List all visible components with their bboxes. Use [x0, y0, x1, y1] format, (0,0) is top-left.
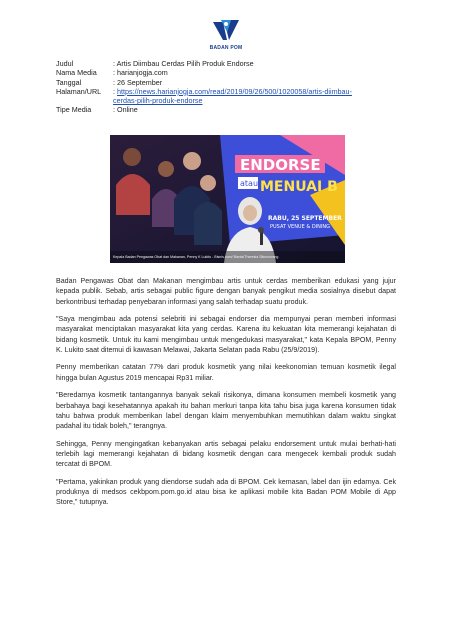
- photo-caption: Kepala Badan Pengawas Obat dan Makanan, Penny K Lukito - Bisnis.com/ Bisnis/Theresia Sikumorang: [113, 255, 279, 259]
- meta-row-media: [56, 68, 396, 77]
- meta-row-url: [56, 87, 396, 106]
- banner-text-atau: atau: [240, 179, 259, 188]
- meta-key: Nama Media: [56, 68, 97, 78]
- banner-text-venue: PUSAT VENUE & DINING: [270, 224, 330, 230]
- paragraph: Sehingga, Penny mengingatkan kebanyakan artis sebagai pelaku endorsement untuk mulai berhati-hati terlebih lagi memerangi kejahatan di bidang kosmetik dengan cara mengecek kembali produk sudah tercatat di BPOM.: [56, 439, 396, 469]
- meta-row-date: [56, 78, 396, 87]
- article-metadata: [56, 59, 396, 115]
- event-photo-illustration: [110, 135, 345, 263]
- meta-key: Halaman/URL: [56, 86, 102, 96]
- paragraph: "Beredarnya kosmetik tantangannya banyak sekali risikonya, dimana konsumen membeli kosmetik yang berbahaya bagi kesehatannya apakah itu bahan merkuri tanpa kita tahu bisa juga karena konsumen tidak tahu bahwa produk memberikan label dengan klaim menyembuhkan memutihkan dalam waktu singkat padahal itu tidak boleh," terangnya.: [56, 391, 396, 431]
- article-body: [56, 276, 396, 515]
- meta-key: Tipe Media: [56, 105, 92, 115]
- paragraph: Penny memberikan catatan 77% dari produk kosmetik yang nilai keekonomian temuan kosmetik ilegal hingga bulan Agustus 2019 mencapai Rp31 miliar.: [56, 363, 396, 382]
- logo-text: BADAN POM: [209, 45, 243, 51]
- paragraph: Badan Pengawas Obat dan Makanan mengimbau artis untuk cerdas memberikan edukasi yang jujur kepada publik. Sebab, artis sebagai public figure dengan banyak pengikut media sosialnya disebut dapat berkontribusi terhadap penyebaran informasi yang salah terhadap suatu produk.: [56, 277, 396, 306]
- meta-url-prefix: :: [113, 86, 117, 96]
- meta-value: : harianjogja.com: [113, 68, 168, 78]
- meta-value: : Artis Diimbau Cerdas Pilih Produk Endorse: [113, 59, 254, 68]
- badan-pom-emblem-icon: [211, 18, 241, 44]
- banner-text-menuai: MENUAI B: [260, 179, 338, 195]
- badan-pom-logo: [201, 18, 251, 58]
- meta-row-title: [56, 59, 396, 68]
- paragraph: "Saya mengimbau ada potensi selebriti ini sebagai endorser dia mempunyai peran memberi informasi masyarakat menciptakan masyarakat kita yang cerdas. Karena itu kekuatan kita memerangi kejahatan di bidang kosmetik. Untuk itu kami mengimbau untuk mengedukasi masyarakat," kata Kepala BPOM, Penny K. Lukito saat ditemui di kawasan Melawai, Jakarta Selatan pada Rabu (25/9/2019).: [56, 315, 396, 354]
- article-photo: [110, 135, 345, 263]
- paragraph: "Pertama, yakinkan produk yang diendorse sudah ada di BPOM. Cek kemasan, label dan ijin edarnya. Cek produknya di medsos cekbpom.pom.go.id atau bisa ke aplikasi mobile kita Badan POM Mobile di App Store," tutupnya.: [56, 477, 396, 507]
- article-url-link-continued[interactable]: cerdas-pilih-produk-endorse: [113, 96, 203, 106]
- meta-value: : Online: [113, 105, 138, 115]
- meta-value: : 26 September: [113, 77, 163, 87]
- meta-row-type: [56, 105, 396, 114]
- banner-text-endorse: ENDORSE: [240, 156, 321, 174]
- meta-key: Tanggal: [56, 77, 82, 87]
- meta-value: [113, 87, 396, 106]
- meta-key: Judul: [56, 59, 74, 68]
- banner-text-date: RABU, 25 SEPTEMBER: [268, 215, 342, 222]
- article-url-link[interactable]: https://news.harianjogja.com/read/2019/09/26/500/1020058/artis-diimbau-: [117, 86, 352, 96]
